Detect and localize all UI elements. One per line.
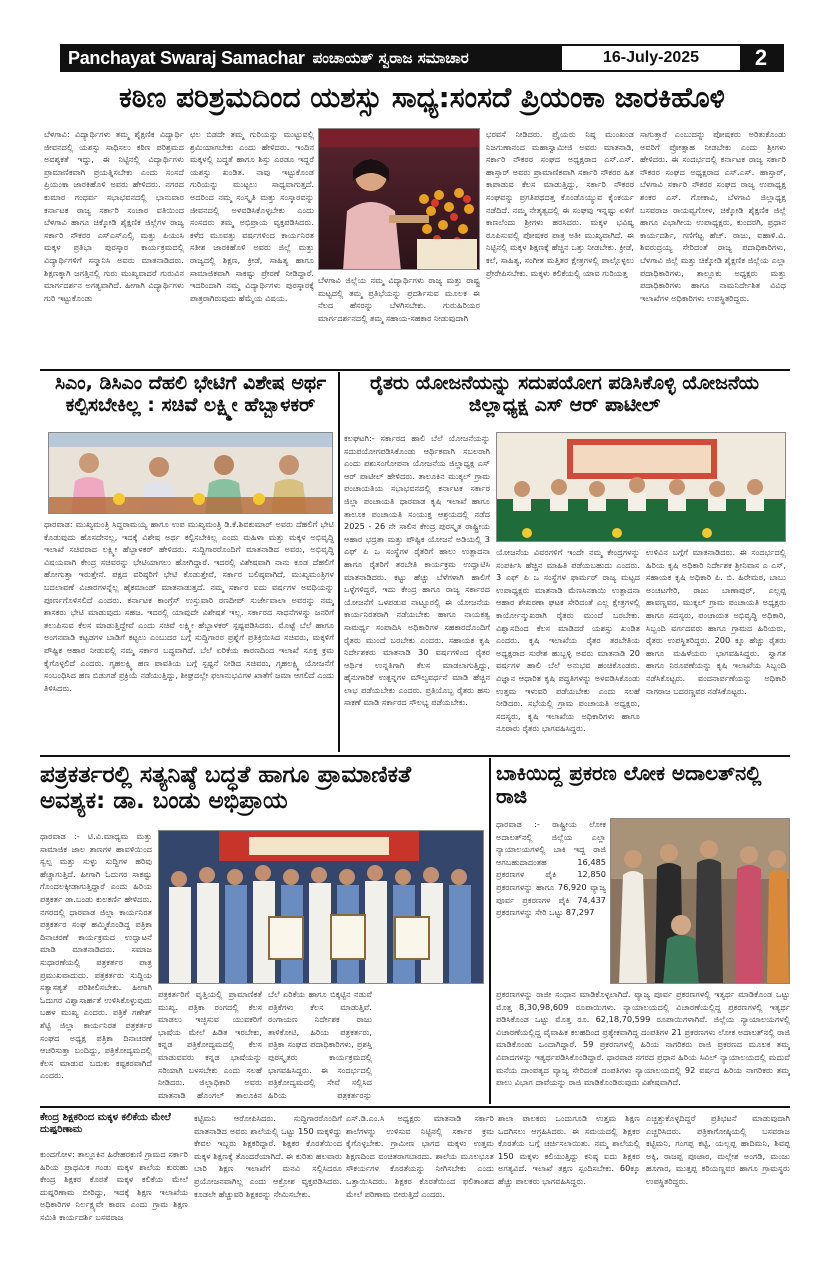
story4-column-3: ಬೆಲೆ ಏರಿಕೆಯ ಹಾಗೂ ಬಿಕ್ಕಟ್ಟಿನ ನಡುವೆ ಪತ್ರಿಕೆಗಳು ಕೆಲಸ ಮಾಡುತ್ತಿವೆ. ರಂಗಾಯಣ ನಿರ್ದೇಶಕ ರಾಜು ತಾಳಿಕೋಟಿ, ಹಿರಿಯ ಪತ್ರಕರ್ತರು, ಪತ್ರಿಕಾ ಸಂಘದ ಪದಾಧಿಕಾರಿಗಳು, ಪ್ರಶಸ್ತಿ ಪುರಸ್ಕೃತರು ಕಾರ್ಯಕ್ರಮದಲ್ಲಿ ಭಾಗವಹಿಸಿದ್ದರು. ಈ ಸಂದರ್ಭದಲ್ಲಿ ಪತ್ರಿಕೋದ್ಯಮದಲ್ಲಿ ಸೇವೆ ಸಲ್ಲಿಸಿದ ಹಿರಿಯ ಪತ್ರಕರ್ತರನ್ನು (268, 989, 372, 1100)
story4-column-1: ಧಾರವಾಡ :- ಟಿ.ವಿ.ಮಾಧ್ಯಮ ಮತ್ತು ಸಾಮಾಜಿಕ ಜಾಲ ತಾಣಗಳ ಹಾವಳಿಯಿಂದ ಸ್ವಲ್ಪ ಮತ್ತು ಸುಳ್ಳು ಸುದ್ದಿಗಳ ಹರಿವು ಹೆಚ್ಚಾಗುತ್ತಿದೆ. ಹೀಗಾಗಿ ಓದುಗರ ಸಾಕಷ್ಟು ಗೊಂದಲಕ್ಕೀಡಾಗುತ್ತಿದ್ದಾರೆ ಎಂದು ಹಿರಿಯ ಪತ್ರಕರ್ತ ಡಾ.ಬಂಡು ಕುಲಕರ್ಣಿ ಹೇಳಿದರು. ನಗರದಲ್ಲಿ ಧಾರವಾಡ ಜಿಲ್ಲಾ ಕಾರ್ಯನಿರತ ಪತ್ರಕರ್ತರ ಸಂಘ ಹಮ್ಮಿಕೊಂಡಿದ್ದ ಪತ್ರಿಕಾ ದಿನಾಚರಣೆ ಕಾರ್ಯಕ್ರಮದ ಉದ್ಘಾಟನೆ ಮಾಡಿ ಮಾತನಾಡಿದರು. ಸಮಾಜ ಸುಧಾರಣೆಯಲ್ಲಿ ಪತ್ರಕರ್ತರ ಪಾತ್ರ ಪ್ರಮುಖವಾದುದು. ಪತ್ರಕರ್ತರು ಸುದ್ದಿಯ ಸತ್ಯಾಸತ್ಯತೆ ಪರಿಶೀಲಿಸಬೇಕು. ಹೀಗಾಗಿ ಓದುಗರ ವಿಶ್ವಾಸಾರ್ಹತೆ ಉಳಿಸಿಕೊಳ್ಳುವುದು ಬಹಳ ಮುಖ್ಯ ಎಂದರು. ಪತ್ರಿಕೆ ಗಣೇಶ್ ಶೆಟ್ಟಿ ಜಿಲ್ಲಾ ಕಾರ್ಯನಿರತ ಪತ್ರಕರ್ತರ ಸಂಘದ ಅಧ್ಯಕ್ಷ ಪತ್ರಿಕಾ ದಿನಾಚರಣೆ ಆಚರಿಸುತ್ತಾ ಬಂದಿದ್ದು, ಪತ್ರಿಕೋದ್ಯಮದಲ್ಲಿ ಕೆಲಸ ಮಾಡುವ ಬದುಕು ಕಷ್ಟಕರವಾಗಿದೆ ಎಂದರು. (40, 831, 152, 1081)
story3-column-1: ಕಲಘಟಗಿ:- ಸರ್ಕಾರದ ಹಾಲಿ ಬೆಲೆ ಯೋಜನೆಯನ್ನು ಸದುಪಯೋಗಪಡಿಸಿಕೊಂಡು ಆರ್ಥಿಕವಾಗಿ ಸಬಲರಾಗಿ ಎಂದು ಪಶುಸಂಗೋಪನಾ ಯೋಜನೆಯ ಜಿಲ್ಲಾಧ್ಯಕ್ಷ ಎಸ್ ಆರ್ ಪಾಟೀಲ್ ಹೇಳಿದರು. ತಾಲೂಕಿನ ಮುಕ್ಕಲ್ ಗ್ರಾಮ ಪಂಚಾಯತಿಯ ಸಭಾಭವನದಲ್ಲಿ ಕರ್ನಾಟಕ ಸರ್ಕಾರ ಜಿಲ್ಲಾ ಪಂಚಾಯತಿ ಧಾರವಾಡ ಕೃಷಿ ಇಲಾಖೆ ಹಾಗೂ ತಾಲೂಕ ಪಂಚಾಯತಿ ಸಂಯುಕ್ತ ಆಶ್ರಯದಲ್ಲಿ ನಡೆದ 2025 - 26 ನೇ ಸಾಲಿನ ಕೇಂದ್ರ ಪುರಸ್ಕೃತ ರಾಷ್ಟ್ರೀಯ ಆಹಾರ ಭದ್ರತಾ ಮತ್ತು ಪೌಷ್ಟಿಕ ಯೋಜನೆ ಅಡಿಯಲ್ಲಿ 3 ಎಫ್ ಪಿ ಒ ಸಂಸ್ಥೆಗಳ ರೈತರಿಗೆ ಹಾಲು ಉತ್ಪಾದನಾ ಹಾಗೂ ರೈತರಿಗೆ ತರಬೇತಿ ಕಾರ್ಯಕ್ರಮ ಉದ್ಘಾಟಿಸಿ ಮಾತನಾಡಿದರು. ಕಟ್ಟು ಹೆಚ್ಚು ಬೆಳೆಗಳಾಗಿ ಹಾಲಿಗೆ ಒಳ್ಳೆಗಳಿದ್ದರೆ, ಇದು ಕೇಂದ್ರ ಹಾಗೂ ರಾಜ್ಯ ಸರ್ಕಾರದ ಯೋಜನೆಗೆ ಒಳಪಡುವ ನಾಟ್ಟೂರಲ್ಲಿ ಈ ಯೋಜನೆಯ ಕಾರ್ಯನಿರತರಾಗಿ ನಡೆಯಬೇಕು ಹಾಗೂ ನಾಯಕತ್ವ ಸಾಮರ್ಥ್ಯ ಸಂಪಾದಿಸಿ ಅಧಿಕಾರಿಗಳ ಸಹಕಾರದೊಂದಿಗೆ ರೈತರು ಮುಂದೆ ಬರಬೇಕು ಎಂದರು. ಸಹಾಯಕ ಕೃಷಿ ನಿರ್ದೇಶಕರು ಮಾತನಾಡಿ 30 ವರ್ಷಗಳಿಂದ ರೈತರ ಆರ್ಥಿಕ ಉನ್ನತಿಗಾಗಿ ಕೆಲಸ ಮಾಡಲಾಗುತ್ತಿದ್ದು, ಹೈನುಗಾರಿಕೆ ಉತ್ಪನ್ನಗಳ ಮೌಲ್ಯವರ್ಧನೆ ಮಾಡಿ ಹೆಚ್ಚಿನ ಲಾಭ ಪಡೆಯಬೇಕು ಎಂದರು. ಪ್ರತಿಯೊಬ್ಬ ರೈತರು ಹಸು ಸಾಕಣೆ ಮಾಡಿ ಸರ್ಕಾರದ ಸೌಲಭ್ಯ ಪಡೆಯಬೇಕು. (344, 433, 490, 708)
story6-column-3: ಎಸ್.ಡಿ.ಎಂ.ಸಿ ಅಧ್ಯಕ್ಷರು ಮಾತನಾಡಿ ಸರ್ಕಾರಿ ಶಾಲೆಗಳನ್ನು ಉಳಿಸುವ ನಿಟ್ಟಿನಲ್ಲಿ ಸರ್ಕಾರ ಕ್ರಮ ಕೈಗೊಳ್ಳಬೇಕು. ಗ್ರಾಮೀಣ ಭಾಗದ ಮಕ್ಕಳು ಉತ್ತಮ ಶಿಕ್ಷಣದಿಂದ ವಂಚಿತರಾಗಬಾರದು. ಶಾಲೆಯ ಮೂಲಭೂತ ಸೌಕರ್ಯಗಳ ಕೊರತೆಯನ್ನು ನೀಗಿಸಬೇಕು ಎಂದು ಒತ್ತಾಯಿಸಿದರು. ಶಿಕ್ಷಕರ ಕೊರತೆಯಿಂದ ಫಲಿತಾಂಶದ ಮೇಲೆ ಪರಿಣಾಮ ಬೀರುತ್ತಿದೆ ಎಂದರು. (346, 1113, 494, 1199)
story4-headline: ಪತ್ರಕರ್ತರಲ್ಲಿ ಸತ್ಯನಿಷ್ಠೆ ಬದ್ಧತೆ ಹಾಗೂ ಪ್ರಾಮಾಣಿಕತೆ ಅವಶ್ಯಕ: ಡಾ. ಬಂಡು ಅಭಿಪ್ರಾಯ (40, 762, 412, 815)
section-divider (40, 369, 790, 371)
column-divider (338, 372, 340, 752)
story4-photo (158, 830, 484, 984)
story5-text-f: ಪ್ರಕರಣಗಳನ್ನು ರಾಜೀ ಸಂಧಾನ ಮಾಡಿಕೊಳ್ಳಲಾಗಿದೆ. ವ್ಯಾಜ್ಯ ಪೂರ್ವ ಪ್ರಕರಣಗಳಲ್ಲಿ ಇತ್ಯರ್ಥ ಮಾಡಿಕೊಂಡ ಒಟ್ಟು ಮೊತ್ತ (496, 989, 790, 1012)
story5-number-6: 8,30,98,609 (518, 1001, 569, 1012)
story2-photo-image (49, 433, 333, 514)
masthead-date: 16-July-2025 (562, 46, 740, 70)
story5-text-b: ಪ್ರಕರಣಗಳ ಪೈಕಿ (496, 869, 557, 880)
story5-number-7: 62,18,70,599 (595, 1014, 651, 1025)
story1-column-3: ಬೆಳಗಾವಿ ಜಿಲ್ಲೆಯ ನಮ್ಮ ವಿದ್ಯಾರ್ಥಿಗಳು ರಾಜ್ಯ ಮತ್ತು ರಾಷ್ಟ್ರ ಮಟ್ಟದಲ್ಲಿ ತಮ್ಮ ಪ್ರತಿಭೆಯನ್ನು ಪ್ರದರ್ಶಿಸುವ ಮೂಲಕ ಈ ನೆಲದ ಹೆಸರನ್ನು ಬೆಳಗಿಸಬೇಕು. ಗುರುಹಿರಿಯರ ಮಾರ್ಗದರ್ಶನದಲ್ಲಿ ತಮ್ಮ ಸಹಾಯ-ಸಹಕಾರ ನೀಡುವುದಾಗಿ (318, 275, 480, 323)
story3-headline: ರೈತರು ಯೋಜನೆಯನ್ನು ಸದುಪಯೋಗ ಪಡಿಸಿಕೊಳ್ಳಿ ಯೋಜನೆಯ ಜಿಲ್ಲಾಧ್ಯಕ್ಷ ಎಸ್ ಆರ್ ಪಾಟೀಲ್ (370, 373, 759, 416)
story5-headline: ಬಾಕಿಯಿದ್ದ ಪ್ರಕರಣ ಲೋಕ ಅದಾಲತ್‌ನಲ್ಲಿ ರಾಜಿ (496, 762, 762, 808)
story2-headline: ಸಿಎಂ, ಡಿಸಿಎಂ ದೆಹಲಿ ಭೇಟಿಗೆ ವಿಶೇಷ ಅರ್ಥ ಕಲ್ಪಿಸಬೇಕಿಲ್ಲ : ಸಚಿವೆ ಲಕ್ಷ್ಮೀ ಹೆಬ್ಬಾಳಕರ್ (54, 373, 327, 416)
section-divider (40, 1106, 790, 1108)
story1-column-1: ಬೆಳಗಾವಿ: ವಿದ್ಯಾರ್ಥಿಗಳು ತಮ್ಮ ಶೈಕ್ಷಣಿಕ ವಿದ್ಯಾರ್ಥಿ ಜೀವನದಲ್ಲಿ ಯಶಸ್ಸು ಸಾಧಿಸಲು ಕಠಿಣ ಪರಿಶ್ರಮದ ಅವಶ್ಯಕತೆ ಇದ್ದು, ಈ ನಿಟ್ಟಿನಲ್ಲಿ ವಿದ್ಯಾರ್ಥಿಗಳು ಪ್ರಾಮಾಣಿಕವಾಗಿ ಪ್ರಯತ್ನಿಸಬೇಕು ಎಂದು ಸಂಸದೆ ಪ್ರಿಯಂಕಾ ಜಾರಕಿಹೊಳಿ ಅವರು ಹೇಳಿದರು. ನಗರದ ಕುಮಾರ ಗಂಧರ್ವ ಸಭಾಭವನದಲ್ಲಿ ಭಾನುವಾರ ಕರ್ನಾಟಕ ರಾಜ್ಯ ಸರ್ಕಾರಿ ಸಂಚಾರ ವತಿಯಿಂದ ಬೆಳಗಾವಿ ಹಾಗೂ ಚಿಕ್ಕೋಡಿ ಶೈಕ್ಷಣಿಕ ಜಿಲ್ಲೆಗಳ ರಾಜ್ಯ ಸರ್ಕಾರಿ ನೌಕರರ ಎಸ್ಎಸ್ಎಲ್ಸಿ ಮತ್ತು ಪಿಯುಸಿ ಮಕ್ಕಳ ಪ್ರತಿಭಾ ಪುರಸ್ಕಾರ ಕಾರ್ಯಕ್ರಮದಲ್ಲಿ ವಿದ್ಯಾರ್ಥಿಗಳಿಗೆ ಸನ್ಮಾನಿಸಿ ಅವರು ಮಾತನಾಡಿದರು. ಶಿಕ್ಷಣಕ್ಕಾಗಿ ಜಗತ್ತಿನಲ್ಲಿ ಗುರು ಮುಖ್ಯವಾದರೆ ಗುರುವಿನ ಮಾರ್ಗದರ್ಶನ ಅಗತ್ಯವಾಗಿದೆ. ಹೀಗಾಗಿ ವಿದ್ಯಾರ್ಥಿಗಳು ಗುರಿ ಇಟ್ಟುಕೊಂಡು (44, 129, 184, 303)
story3-photo (496, 432, 786, 542)
story5-text-c: ಪ್ರಕರಣಗಳನ್ನು ಹಾಗೂ (496, 881, 555, 892)
story5-text-e: ಪ್ರಕರಣಗಳನ್ನು ಸೇರಿ ಒಟ್ಟು (496, 907, 564, 918)
story5-photo (610, 818, 790, 984)
story3-column-2: ಯೋಜನೆಯ ವಿವರಗಳಿಗೆ ಇಂದೇ ನಮ್ಮ ಕೇಂದ್ರಗಳನ್ನು ಸಂಪರ್ಕಿಸಿ ಹೆಚ್ಚಿನ ಮಾಹಿತಿ ಪಡೆಯಬಹುದು ಎಂದರು. 3 ಎಫ್ ಪಿ ಒ ಸಂಸ್ಥೆಗಳ ಫಾರ್ಮರ್ ರಾಜ್ಯ ಮಟ್ಟದ ಉಪಾಧ್ಯಕ್ಷರು ಮಾತನಾಡಿ ಮೆಣಸಿನಕಾಯಿ ಉತ್ಪಾದನಾ ಆಹಾರ ಶೇಖರಣಾ ಘಟಕ ಸೇರಿದಂತೆ ಎಲ್ಲ ಕ್ಷೇತ್ರಗಳಲ್ಲಿ ಕಾರ್ಯೋನ್ಮುಖರಾಗಿ ರೈತರು ಮುಂದೆ ಬರಬೇಕು. ವಿಶ್ವಾಸದಿಂದ ಕೆಲಸ ಮಾಡಿದರೆ ಯಶಸ್ಸು ಖಂಡಿತ ಎಂದರು. ಕೃಷಿ ಇಲಾಖೆಯ ರೈತರ ತರಬೇತಿಯ ಅಧ್ಯಕ್ಷರಾದ ಸುರೇಶ ಹುಬ್ಬಳ್ಳಿ ಅವರು ಮಾತನಾಡಿ 20 ವರ್ಷಗಳ ಹಾಲಿ ಬೆಲೆ ಅನುಭವ ಹಂಚಿಕೊಂಡರು. ವಿಜ್ಞಾನ ಆಧಾರಿತ ಕೃಷಿ ಪದ್ಧತಿಗಳನ್ನು ಅಳವಡಿಸಿಕೊಂಡು ಉತ್ತಮ ಇಳುವರಿ ಪಡೆಯಬೇಕು ಎಂದು ಸಲಹೆ ನೀಡಿದರು. ಸಭೆಯಲ್ಲಿ ಗ್ರಾಮ ಪಂಚಾಯತಿ ಅಧ್ಯಕ್ಷರು, ಸದಸ್ಯರು, ಕೃಷಿ ಇಲಾಖೆಯ ಅಧಿಕಾರಿಗಳು ಹಾಗೂ ನೂರಾರು ರೈತರು ಭಾಗವಹಿಸಿದ್ದರು. (496, 547, 640, 734)
page-number: 2 (754, 45, 768, 70)
story4-column-3b (378, 988, 484, 1100)
story6-headline: ಕೇಂದ್ರ ಶಿಕ್ಷಕರಿಂದ ಮಕ್ಕಳ ಕಲಿಕೆಯ ಮೇಲೆ ದುಷ್ಪರಿಣಾಮ (40, 1112, 171, 1135)
story5-number-2: 12,850 (577, 869, 606, 880)
story2-body: ಧಾರವಾಡ: ಮುಖ್ಯಮಂತ್ರಿ ಸಿದ್ದರಾಮಯ್ಯ ಹಾಗೂ ಉಪ ಮುಖ್ಯಮಂತ್ರಿ ಡಿ.ಕೆ.ಶಿವಕುಮಾರ್ ಅವರು ದೆಹಲಿಗೆ ಭೇಟಿ ಕೊಡುವುದು ಹೊಸದೇನಲ್ಲ, ಇದಕ್ಕೆ ವಿಶೇಷ ಅರ್ಥ ಕಲ್ಪಿಸಬೇಕಿಲ್ಲ ಎಂದು ಮಹಿಳಾ ಮತ್ತು ಮಕ್ಕಳ ಅಭಿವೃದ್ಧಿ ಇಲಾಖೆ ಸಚಿವರಾದ ಲಕ್ಷ್ಮೀ ಹೆಬ್ಬಾಳಕರ್ ಹೇಳಿದರು. ಸುದ್ದಿಗಾರರೊಂದಿಗೆ ಮಾತನಾಡಿದ ಅವರು, ಅಭಿವೃದ್ಧಿ ವಿಷಯವಾಗಿ ಕೇಂದ್ರ ಸಚಿವರನ್ನು ಭೇಟಿಯಾಗಲು ಹೋಗಿದ್ದಾರೆ. ಇದರಲ್ಲಿ ವಿಶೇಷವಾಗಿ ನಾನು ಕೂಡ ದೆಹಲಿಗೆ ಹೋಗುತ್ತಾ ಇರುತ್ತೇನೆ. ಪಕ್ಷದ ವರಿಷ್ಠರಿಗೆ ಭೇಟಿ ಕೊಡುತ್ತೇವೆ, ಸರ್ಕಾರ ಬಲಿಷ್ಠವಾಗಿದೆ, ಮುಖ್ಯಮಂತ್ರಿಗಳ ಬದಲಾವಣೆ ವಿಚಾರಗಳನ್ನೆಲ್ಲ ಹೈಕಮಾಂಡ್ ಮಾತನಾಡುತ್ತದೆ. ನಮ್ಮ ಸರ್ಕಾರ ಐದು ವರ್ಷಗಳ ಅವಧಿಯನ್ನು ಪೂರ್ಣಗೊಳಿಸಲಿದೆ ಎಂದರು. ಕರ್ನಾಟಕ ಕಾಂಗ್ರೆಸ್ ಉಸ್ತುವಾರಿ ರಣದೀಪ್ ಸುರ್ಜೇವಾಲಾ ಅವರನ್ನು ನಮ್ಮ ಶಾಸಕರು ಭೇಟಿ ಮಾಡುವುದು ಸಹಜ. ಇದರಲ್ಲಿ ಯಾವುದೇ ವಿಶೇಷತೆ ಇಲ್ಲ. ಸರ್ಕಾರದ ಸಾಧನೆಗಳನ್ನು ಜನರಿಗೆ ತಲುಪಿಸುವ ಕೆಲಸ ಮಾಡುತ್ತಿದ್ದೇವೆ ಎಂದು ಸಚಿವೆ ಲಕ್ಷ್ಮೀ ಹೆಬ್ಬಾಳಕರ್ ಸ್ಪಷ್ಟಪಡಿಸಿದರು. ಮೊಟ್ಟೆ ಬೆಲೆ ಹಾಗೂ ಅಂಗನವಾಡಿ ಕಟ್ಟಡಗಳ ಬಾಡಿಗೆ ಕಟ್ಟಲು ಎಂಬುದರ ಬಗ್ಗೆ ಸುದ್ದಿಗಾರರ ಪ್ರಶ್ನೆಗೆ ಪ್ರತಿಕ್ರಿಯಿಸಿದ ಸಚಿವರು, ಮಕ್ಕಳಿಗೆ ಪೌಷ್ಟಿಕ ಆಹಾರ ನೀಡುವಲ್ಲಿ ನಮ್ಮ ಸರ್ಕಾರ ಬದ್ಧವಾಗಿದೆ. ಬೆಲೆ ಏರಿಕೆಯ ಕಾರಣದಿಂದ ಇಲಾಖೆ ಸೂಕ್ತ ಕ್ರಮ ಕೈಗೊಳ್ಳಲಿದೆ ಎಂದರು. ಗೃಹಲಕ್ಷ್ಮಿ ಹಣ ಪಾವತಿಯ ಬಗ್ಗೆ ಸ್ಪಷ್ಟನೆ ನೀಡಿದ ಸಚಿವರು, ಗೃಹಲಕ್ಷ್ಮಿ ಯೋಜನೆಗೆ ಸಂಬಂಧಿಸಿದ ಹಣ ಬಿಡುಗಡೆ ಪ್ರಕ್ರಿಯೆ ನಡೆಯುತ್ತಿದ್ದು, ಶೀಘ್ರದಲ್ಲೇ ಫಲಾನುಭವಿಗಳ ಖಾತೆಗೆ ಜಮಾ ಆಗಲಿದೆ ಎಂದು ತಿಳಿಸಿದರು. (44, 519, 334, 693)
column-divider (489, 758, 491, 1104)
story1-headline: ಕಠಿಣ ಪರಿಶ್ರಮದಿಂದ ಯಶಸ್ಸು ಸಾಧ್ಯ:ಸಂಸದೆ ಪ್ರಿಯಂಕಾ ಜಾರಕಿಹೊಳಿ (119, 82, 725, 114)
story5-column-2 (496, 988, 790, 1104)
story5-text-g: ರೂಪಾಯಿಗಳು. ನ್ಯಾಯಾಲಯದಲ್ಲಿ ವಿಚಾರಣೆಯಲ್ಲಿದ್ದ ಪ್ರಕರಣಗಳಲ್ಲಿ ಇತ್ಯರ್ಥ ಪಡಿಸಿಕೊಂಡ ಒಟ್ಟು ಮೊತ್ತ ರೂ. (496, 1001, 790, 1025)
masthead-title-kannada: ಪಂಚಾಯತ್ ಸ್ವರಾಜ ಸಮಾಚಾರ (312, 49, 469, 67)
story5-text-a: ಧಾರವಾಡ :- ರಾಷ್ಟ್ರೀಯ ಲೋಕ ಅದಾಲತ್‌ನಲ್ಲಿ ಜಿಲ್ಲೆಯ ಎಲ್ಲಾ ನ್ಯಾಯಾಲಯಗಳಲ್ಲಿ ಬಾಕಿ ಇದ್ದ ರಾಜಿ ಆಗಬಹುದಾದಂತಹ (496, 819, 606, 867)
story5-text-h: ರೂಪಾಯಿಗಳಾಗಿವೆ. ಜಿಲ್ಲೆಯ ನ್ಯಾಯಾಲಯಗಳಲ್ಲಿ ವಿಚಾರಣೆಯಲ್ಲಿದ್ದ ವೈವಾಹಿಕ ಕಲಹದಿಂದ ಪ್ರತ್ಯೇಕವಾಗಿದ್ದ ದಂಪತಿಗಳ 21 ಪ್ರಕರಣಗಳು ಲೋಕ ಅದಾಲತ್‌ನಲ್ಲಿ ರಾಜಿ ಮಾಡಿಕೊಂಡು ಒಂದಾಗಿದ್ದಾರೆ. 59 ಪ್ರಕರಣಗಳಲ್ಲಿ ಹಿರಿಯ ನಾಗರಿಕರು ರಾಜಿ ಪ್ರಕರಣದ ಮೂಲಕ ತಮ್ಮ ವಿವಾದಗಳನ್ನು ಇತ್ಯರ್ಥಪಡಿಸಿಕೊಂಡಿದ್ದಾರೆ. ಧಾರವಾಡ ನಗರದ ಪ್ರಧಾನ ಹಿರಿಯ ಸಿವಿಲ್ ನ್ಯಾಯಾಲಯದಲ್ಲಿ ಮದುವೆ ಮನೆಯ ದಾಂಪತ್ಯದ ವ್ಯಾಜ್ಯ ಸೇರಿದಂತೆ ದಂಪತಿಗಳು ನ್ಯಾಯಾಲಯದಲ್ಲಿ 92 ವರ್ಷದ ಹಿರಿಯ ನಾಗರಿಕರು ತಮ್ಮ ಪಾಲು ವಿಭಾಗ ದಾವೆಯನ್ನು ರಾಜಿ ಮಾಡಿಕೊಂಡಿರುವುದು ವಿಶೇಷವಾಗಿದೆ. (496, 1014, 790, 1088)
story1-column-2: ಛಲ ಬಿಡದೇ ತಮ್ಮ ಗುರಿಯನ್ನು ಮುಟ್ಟುವಲ್ಲಿ ಶ್ರಮಿಯಾಗಬೇಕು ಎಂದು ಹೇಳಿದರು. ಇಂದಿನ ಮಕ್ಕಳಲ್ಲಿ ಬದ್ಧತೆ ಹಾಗೂ ಶಿಸ್ತು ಎರಡೂ ಇದ್ದರೆ ಯಶಸ್ಸು ಖಂಡಿತ. ನಾವು ಇಟ್ಟುಕೊಂಡ ಗುರಿಯನ್ನು ಮುಟ್ಟಲು ಸಾಧ್ಯವಾಗುತ್ತದೆ. ಅದರಿಂದ ನಮ್ಮ ಸಂಸ್ಕೃತಿ ಮತ್ತು ಸಂಸ್ಕಾರವನ್ನು ಜೀವನದಲ್ಲಿ ಅಳವಡಿಸಿಕೊಳ್ಳಬೇಕು ಎಂದು ಸಂಸದರು ತಮ್ಮ ಅಭಿಪ್ರಾಯ ವ್ಯಕ್ತಪಡಿಸಿದರು. ಕಳೆದ ಮೂವತ್ತು ವರ್ಷಗಳಿಂದ ಕಾರ್ಯನಿರತ ಸತೀಶ ಜಾರಕಿಹೊಳಿ ಅವರು ಜಿಲ್ಲೆ ಮತ್ತು ರಾಜ್ಯದಲ್ಲಿ ಶಿಕ್ಷಣ, ಕ್ರೀಡೆ, ಸಾಹಿತ್ಯ ಹಾಗೂ ಸಾಮಾಜಿಕವಾಗಿ ಸಾಕಷ್ಟು ಪ್ರೇರಣೆ ನೀಡಿದ್ದಾರೆ. ಇದರಿಂದಾಗಿ ನಮ್ಮ ವಿದ್ಯಾರ್ಥಿಗಳು ಪುರಸ್ಕಾರಕ್ಕೆ ಪಾತ್ರರಾಗಿರುವುದು ಹೆಮ್ಮೆಯ ವಿಷಯ. (190, 129, 314, 303)
masthead (60, 44, 784, 72)
story5-number-4: 74,437 (577, 894, 606, 905)
masthead-title-english: Panchayat Swaraj Samachar (68, 47, 305, 68)
story3-column-3: ಉಳಿವಿನ ಬಗ್ಗೆಗೆ ಮಾತನಾಡಿದರು. ಈ ಸಂದರ್ಭದಲ್ಲಿ ಹಿರಿಯ ಕೃಷಿ ಅಧಿಕಾರಿ ನಿರ್ದೇಶಕ ಶ್ರೀನಿವಾಸ ಎ ಎಸ್, ಸಹಾಯಕ ಕೃಷಿ ಅಧಿಕಾರಿ ಪಿ. ಬಿ. ಹಿರೇಮಠ, ಬಾಬು ಅಂಚಟಗೇರಿ, ರಾಜು ಬಾಣಾಪುರ್, ಎಲ್ಲಪ್ಪ ಹಾವಣ್ಣವರ, ಮುಕ್ಕಲ್ ಗ್ರಾಮ ಪಂಚಾಯತಿ ಅಧ್ಯಕ್ಷರು ಹಾಗೂ ಸದಸ್ಯರು, ಪಂಚಾಯತ ಅಭಿವೃದ್ಧಿ ಅಧಿಕಾರಿ, ಸಿಬ್ಬಂದಿ ವರ್ಗದವರು ಹಾಗೂ ಗ್ರಾಮದ ಹಿರಿಯರು, ರೈತರು ಉಪಸ್ಥಿತರಿದ್ದರು. 200 ಕ್ಕೂ ಹೆಚ್ಚು ರೈತರು ಹಾಗೂ ಮಹಿಳೆಯರು ಭಾಗವಹಿಸಿದ್ದರು. ಸ್ವಾಗತ ಹಾಗೂ ನಿರೂಪಣೆಯನ್ನು ಕೃಷಿ ಇಲಾಖೆಯ ಸಿಬ್ಬಂದಿ ನಡೆಸಿಕೊಟ್ಟರು. ವಂದನಾರ್ಪಣೆಯನ್ನು ಅಧಿಕಾರಿ ನಾಗರಾಜ ಬದರಣ್ಣವರ ನಡೆಸಿಕೊಟ್ಟರು. (646, 547, 786, 696)
section-divider (40, 755, 790, 757)
story5-number-1: 16,485 (577, 856, 606, 867)
story5-column-1 (496, 818, 606, 988)
masthead-title (62, 46, 562, 70)
story5-number-3: 76,920 (557, 881, 587, 892)
story4-column-2: ಪತ್ರಕರ್ತರಿಗೆ ವೃತ್ತಿಯಲ್ಲಿ ಪ್ರಾಮಾಣಿಕತೆ ಮುಖ್ಯ. ಪತ್ರಿಕಾ ರಂಗದಲ್ಲಿ ಕೆಲಸ ಮಾಡಲು ಇಚ್ಛಿಸುವ ಯುವಕರಿಗೆ ಭಾಷೆಯ ಮೇಲೆ ಹಿಡಿತ ಇರಬೇಕು, ಕನ್ನಡ ಪತ್ರಿಕೋದ್ಯಮದಲ್ಲಿ ಕೆಲಸ ಮಾಡುವವರು ಕನ್ನಡ ಭಾಷೆಯನ್ನು ಸರಿಯಾಗಿ ಬಳಸಬೇಕು ಎಂದು ಸಲಹೆ ನೀಡಿದರು. ಜಿಲ್ಲಾಧಿಕಾರಿ ಅವರು ಮಾತನಾಡಿ ಹೊಂಗಲ್ ತಾಲೂಕಿನ (158, 989, 262, 1100)
story4-photo-image (159, 831, 484, 984)
story5-text-d: ವ್ಯಾಜ್ಯ ಪೂರ್ವ ಪ್ರಕರಣಗಳ ಪೈಕಿ (496, 881, 606, 905)
story5-photo-image (611, 819, 790, 984)
story1-column-5: ಸಾಗುತ್ತಾರೆ ಎಂಬುದನ್ನು ಪೋಷಕರು ಅರಿತುಕೊಂಡು ಅವರಿಗೆ ಪ್ರೋತ್ಸಾಹ ನೀಡಬೇಕು ಎಂದು ಶ್ರೀಗಳು ಹೇಳಿದರು. ಈ ಸಂದರ್ಭದಲ್ಲಿ ಕರ್ನಾಟಕ ರಾಜ್ಯ ಸರ್ಕಾರಿ ನೌಕರರ ಸಂಘದ ಅಧ್ಯಕ್ಷರಾದ ಎಸ್.ಎಸ್. ಹಾಸ್ತಾರ್, ಬೆಳಗಾವಿ ಸರ್ಕಾರಿ ನೌಕರರ ಸಂಘದ ರಾಜ್ಯ ಉಪಾಧ್ಯಕ್ಷ ಶಂಕರ ಎಸ್. ಗೋಕಾವಿ, ಬೆಳಗಾವಿ ಜಿಲ್ಲಾಧ್ಯಕ್ಷ ಬಸವರಾಜ ರಾಯವ್ವಗೋಳ, ಚಿಕ್ಕೋಡಿ ಶೈಕ್ಷಣಿಕ ಜಿಲ್ಲೆ ಹಾಗೂ ವಿಭಾಗೀಯ ಉಪಾಧ್ಯಕ್ಷರು, ಕುಂದರಗಿ, ಪ್ರಧಾನ ಕಾರ್ಯದರ್ಶಿ, ಗಣಿಗೆಟ್ಟ ಹೆಚ್. ರಾಜು, ಐಹಾಳಿ.ವಿ. ಶಿವರುದ್ರಯ್ಯ ಸೇರಿದಂತೆ ರಾಜ್ಯ ಪದಾಧಿಕಾರಿಗಳು, ಬೆಳಗಾವಿ ಜಿಲ್ಲೆ ಮತ್ತು ಚಿಕ್ಕೋಡಿ ಶೈಕ್ಷಣಿಕ ಜಿಲ್ಲೆಯ ಎಲ್ಲಾ ಪದಾಧಿಕಾರಿಗಳು, ತಾಲ್ಲೂಕು ಅಧ್ಯಕ್ಷರು ಮತ್ತು ಪದಾಧಿಕಾರಿಗಳು ಹಾಗೂ ನಾಮನಿರ್ದೇಶಿತ ವಿವಿಧ ಇಲಾಖೆಗಳ ಅಧಿಕಾರಿಗಳು ಉಪಸ್ಥಿತರಿದ್ದರು. (640, 129, 786, 303)
story2-photo (48, 432, 333, 514)
story1-photo (318, 128, 480, 270)
story5-number-5: 87,297 (565, 907, 595, 918)
story6-column-4: ಶಾಲಾ ಪಾಲಕರು ಒಂದುಗೂಡಿ ಉತ್ತಮ ಶಿಕ್ಷಣ ಒದಗಿಸಲು ಆಗ್ರಹಿಸಿದರು. ಈ ಸಮಯದಲ್ಲಿ ಶಿಕ್ಷಕರ ಕೊರತೆಯ ಬಗ್ಗೆ ಚರ್ಚಿಸಲಾಯಿತು. ನಮ್ಮ ಶಾಲೆಯಲ್ಲಿ 150 ಮಕ್ಕಳು ಕಲಿಯುತ್ತಿದ್ದು ಕನಿಷ್ಠ ಐದು ಶಿಕ್ಷಕರ ಅಗತ್ಯವಿದೆ. ಇಲಾಖೆ ತಕ್ಷಣ ಸ್ಪಂದಿಸಬೇಕು. 60ಕ್ಕೂ ಹೆಚ್ಚು ಪಾಲಕರು ಭಾಗವಹಿಸಿದ್ದರು. (498, 1113, 640, 1186)
story6-column-2: ಕಟ್ಟಿಮನಿ ಆರೋಪಿಸಿದರು. ಸುದ್ದಿಗಾರರೊಂದಿಗೆ ಮಾತನಾಡಿದ ಅವರು ಶಾಲೆಯಲ್ಲಿ ಒಟ್ಟು 150 ಮಕ್ಕಳಿದ್ದು ಕೇವಲ ಇಬ್ಬರು ಶಿಕ್ಷಕರಿದ್ದಾರೆ. ಶಿಕ್ಷಕರ ಕೊರತೆಯಿಂದ ಮಕ್ಕಳ ಶಿಕ್ಷಣಕ್ಕೆ ತೊಂದರೆಯಾಗಿದೆ. ಈ ಕುರಿತು ಹಲವಾರು ಬಾರಿ ಶಿಕ್ಷಣ ಇಲಾಖೆಗೆ ಮನವಿ ಸಲ್ಲಿಸಿದರೂ ಪ್ರಯೋಜನವಾಗಿಲ್ಲ ಎಂದು ಆಕ್ರೋಶ ವ್ಯಕ್ತಪಡಿಸಿದರು. ಕೂಡಲೇ ಹೆಚ್ಚುವರಿ ಶಿಕ್ಷಕರನ್ನು ನೇಮಿಸಬೇಕು. (194, 1113, 342, 1199)
story6-column-1: ಕುಂದಗೋಳ: ತಾಲ್ಲೂಕಿನ ಹಿರೇಹರಕುಣಿ ಗ್ರಾಮದ ಸರ್ಕಾರಿ ಹಿರಿಯ ಪ್ರಾಥಮಿಕ ಗಂಡು ಮಕ್ಕಳ ಶಾಲೆಯ ಕುರುಹು ಕೇಂದ್ರ ಶಿಕ್ಷಕರ ಕೊರತೆ ಮಕ್ಕಳ ಕಲಿಕೆಯ ಮೇಲೆ ದುಷ್ಪರಿಣಾಮ ಬೀರಿದ್ದು, ಇದಕ್ಕೆ ಶಿಕ್ಷಣ ಇಲಾಖೆಯ ಅಧಿಕಾರಿಗಳ ನಿರ್ಲಕ್ಷ್ಯವೇ ಕಾರಣ ಎಂದು ಗ್ರಾಮ ಶಿಕ್ಷಣ ಸಮಿತಿ ಕಾರ್ಯದರ್ಶಿ ಬಸವರಾಜ (40, 1149, 188, 1222)
story1-photo-image (319, 129, 480, 270)
story6-column-5: ಎಚ್ಚತ್ತುಕೊಳ್ಳದಿದ್ದರೆ ಪ್ರತಿಭಟನೆ ಮಾಡುವುದಾಗಿ ಎಚ್ಚರಿಸಿದರು. ಪತ್ರಿಕಾಗೋಷ್ಠಿಯಲ್ಲಿ ಬಸವರಾಜ ಕಟ್ಟಿಮನಿ, ಗಂಗಪ್ಪ ಕಟ್ಟಿ, ಯಲ್ಲಪ್ಪ ಹಾದಿಮನಿ, ಶಿವಪ್ಪ ಅಕ್ಕಿ, ರಾಜಪ್ಪ ಪೂಜಾರ, ಮಲ್ಲೇಶ ಅಂಗಡಿ, ಮಂಜು ಹೂಗಾರ, ಮುತ್ತಪ್ಪ ಕರಿಯಣ್ಣವರ ಹಾಗೂ ಗ್ರಾಮಸ್ಥರು ಉಪಸ್ಥಿತರಿದ್ದರು. (646, 1113, 790, 1186)
story3-photo-image (497, 433, 786, 542)
story1-column-4: ಭರವಸೆ ನೀಡಿದರು. ಪ್ರೈಯರು ನಿಷ್ಠ ಮುಂಖಂಡ ನಿಜಗುಣಾನಂದ ಮಹಾಸ್ವಾಮೀಜಿ ಅವರು ಮಾತನಾಡಿ, ಸರ್ಕಾರಿ ನೌಕರರ ಸಂಘದ ಅಧ್ಯಕ್ಷರಾದ ಎಸ್.ಎಸ್. ಹಾಸ್ತಾರ್ ಅವರು ಪ್ರಾಮಾಣಿಕವಾಗಿ ಸರ್ಕಾರಿ ನೌಕರರ ಹಿತ ಕಾಪಾಡುವ ಕೆಲಸ ಮಾಡುತ್ತಿದ್ದು, ಸರ್ಕಾರಿ ನೌಕರರ ಸಂಘವನ್ನು ಪ್ರಗತಿಪಥದತ್ತ ಕೊಂಡೊಯ್ಯುವ ಕೈಂಕರ್ಯ ನಡೆದಿದೆ. ನಮ್ಮ ನೇತೃತ್ವದಲ್ಲಿ ಈ ಸಂಘವು ಇನ್ನಷ್ಟು ಏಳಿಗೆ ಕಾಣಲೆಂದು ಶ್ರೀಗಳು ಹರಸಿದರು. ಮಕ್ಕಳ ಭವಿಷ್ಯ ರೂಪಿಸುವಲ್ಲಿ ಪೋಷಕರ ಪಾತ್ರ ಅತೀ ಮುಖ್ಯವಾಗಿದೆ. ಈ ನಿಟ್ಟಿನಲ್ಲಿ ಮಕ್ಕಳ ಶಿಕ್ಷಣಕ್ಕೆ ಹೆಚ್ಚಿನ ಒತ್ತು ನೀಡಬೇಕು. ಕ್ರೀಡೆ, ಕಲೆ, ಸಾಹಿತ್ಯ, ಸಂಗೀತ ಮತ್ತಿತರ ಕ್ಷೇತ್ರಗಳಲ್ಲಿ ಪಾಲ್ಗೊಳ್ಳಲು ಪ್ರೇರೇಪಿಸಬೇಕು. ಮಕ್ಕಳು ಕಲಿಕೆಯಲ್ಲಿ ಯಾವ ಗುರಿಯತ್ತ (486, 129, 634, 278)
